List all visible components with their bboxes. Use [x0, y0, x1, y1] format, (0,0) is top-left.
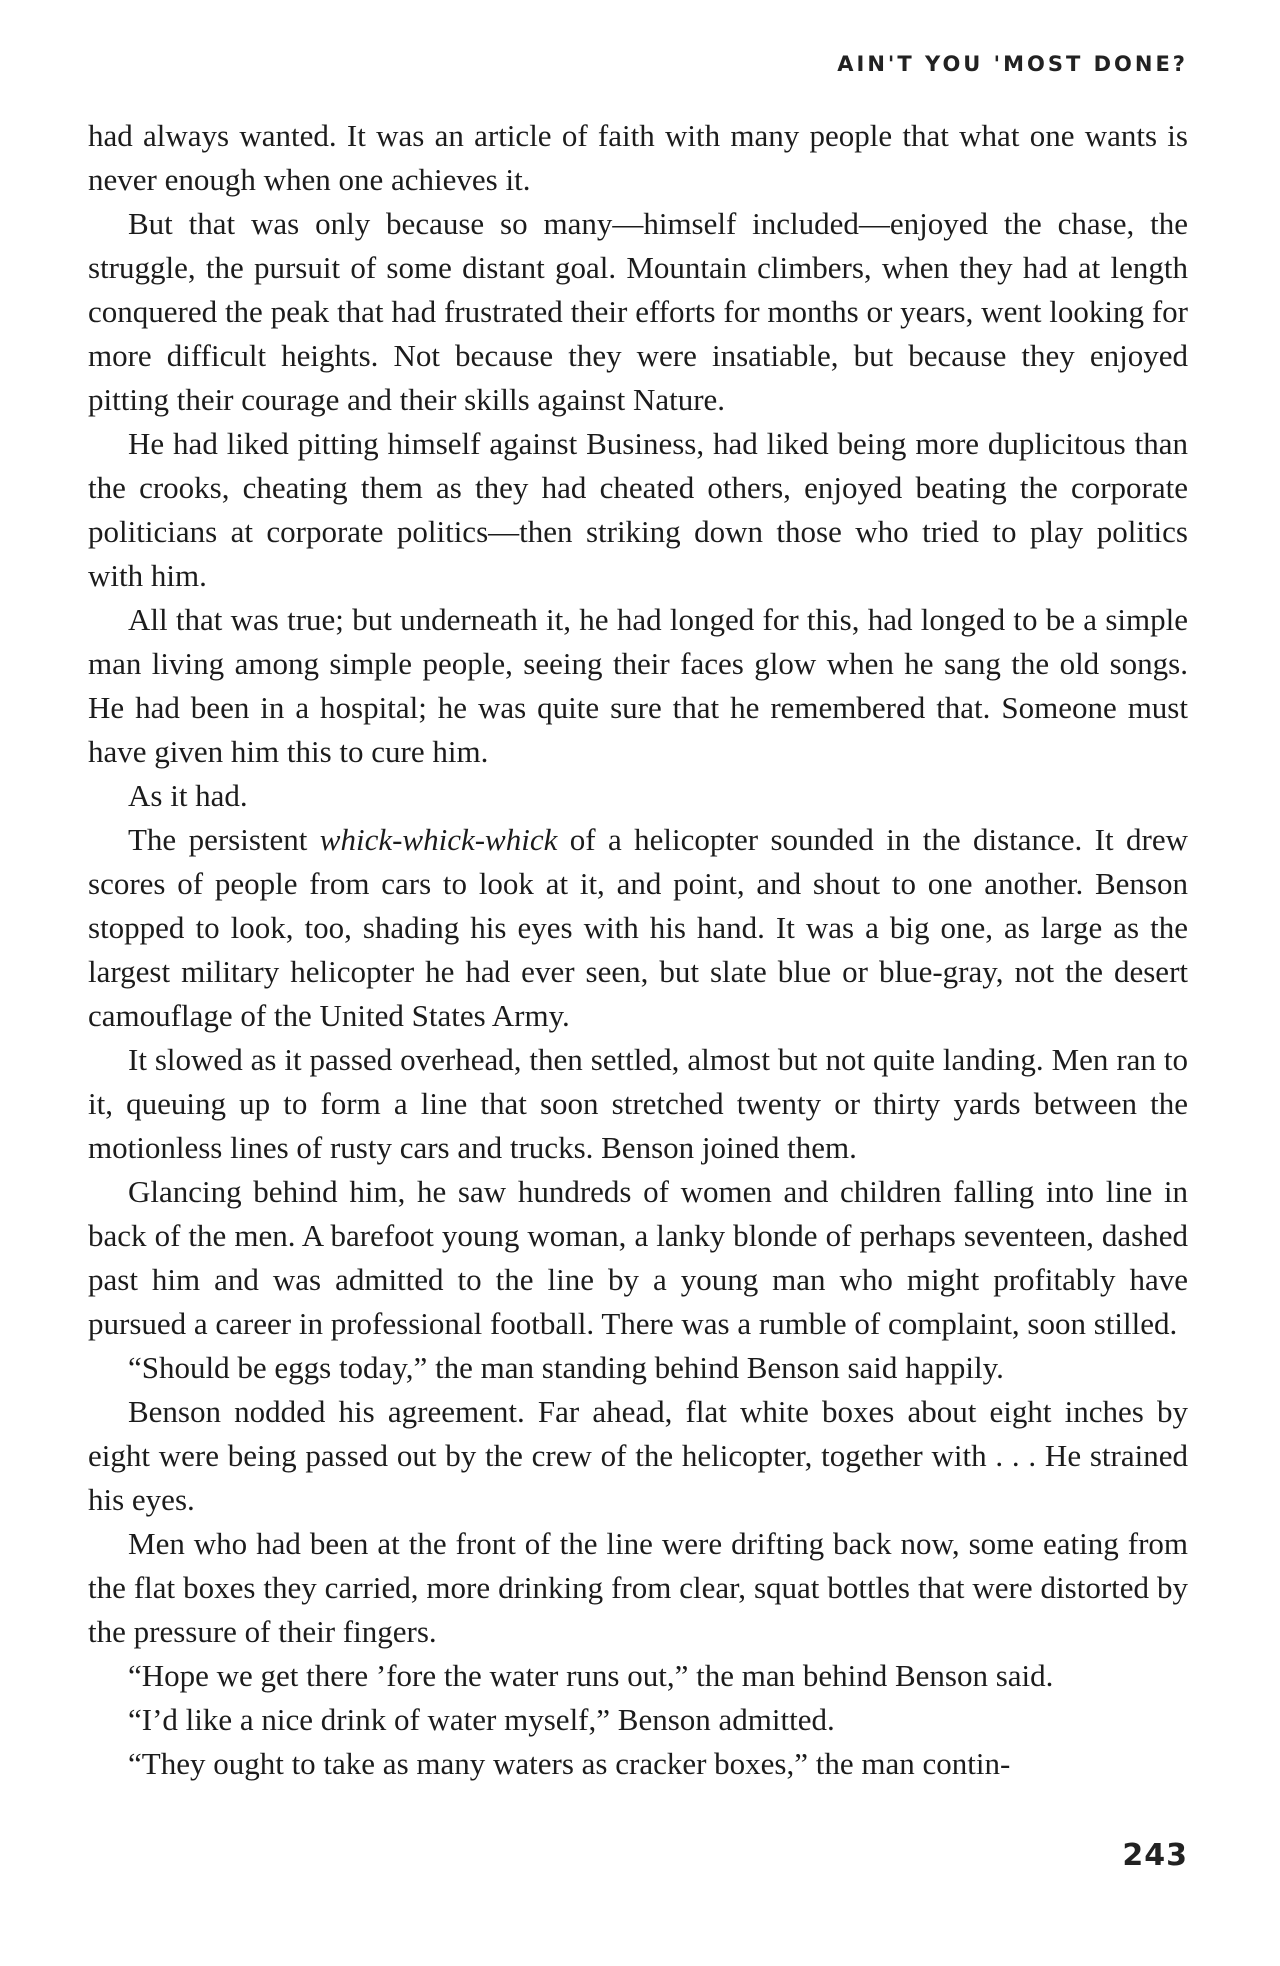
paragraph: Benson nodded his agreement. Far ahead, flat white boxes about eight inches by eight were being passed out by the crew of the helicopter, together with . . . He strained his eyes. — [88, 1394, 1188, 1517]
paragraph: “They ought to take as many waters as cracker boxes,” the man contin- — [128, 1746, 1011, 1781]
paragraph: It slowed as it passed overhead, then settled, almost but not quite landing. Men ran to it, queuing up to form a line that soon stretched twenty or thirty yards between the motionless lines of rusty cars and trucks. Benson joined them. — [88, 1042, 1188, 1165]
paragraph: He had liked pitting himself against Business, had liked being more duplicitous than the crooks, cheating them as they had cheated others, enjoyed beating the corporate politicians at corporate politics—then striking down those who tried to play politics with him. — [88, 426, 1188, 593]
paragraph: Glancing behind him, he saw hundreds of women and children falling into line in back of the men. A barefoot young woman, a lanky blonde of perhaps seventeen, dashed past him and was admitted to the line by a young man who might profitably have pursued a career in professional football. There was a rumble of complaint, soon stilled. — [88, 1174, 1188, 1341]
page-body — [88, 114, 1188, 1786]
paragraph: Men who had been at the front of the line were drifting back now, some eating from the flat boxes they carried, more drinking from clear, squat bottles that were distorted by the pressure of their fingers. — [88, 1526, 1188, 1649]
paragraph — [88, 818, 1188, 1038]
paragraph: As it had. — [128, 778, 248, 813]
italic-onomatopoeia: whick-whick-whick — [319, 822, 558, 857]
paragraph: “Hope we get there ’fore the water runs out,” the man behind Benson said. — [128, 1658, 1054, 1693]
running-header: AIN'T YOU 'MOST DONE? — [837, 52, 1188, 76]
paragraph-text: The persistent — [128, 822, 320, 857]
page-number: 243 — [1122, 1838, 1188, 1873]
paragraph: All that was true; but underneath it, he had longed for this, had longed to be a simple man living among simple people, seeing their faces glow when he sang the old songs. He had been in a hospital; he was quite sure that he remembered that. Someone must have given him this to cure him. — [88, 602, 1188, 769]
paragraph: “I’d like a nice drink of water myself,” Benson admitted. — [128, 1702, 835, 1737]
paragraph: had always wanted. It was an article of faith with many people that what one wants is never enough when one achieves it. — [88, 118, 1188, 197]
paragraph: But that was only because so many—himself included—enjoyed the chase, the struggle, the pursuit of some distant goal. Mountain climbers, when they had at length conquered the peak that had frustrated their efforts for months or years, went looking for more difficult heights. Not because they were insatiable, but because they enjoyed pitting their courage and their skills against Nature. — [88, 206, 1188, 417]
paragraph: “Should be eggs today,” the man standing behind Benson said happily. — [128, 1350, 1004, 1385]
paragraph-text: of a helicopter sounded in the distance. It drew scores of people from cars to look at it, and point, and shout to one another. Benson stopped to look, too, shading his eyes with his hand. It was a big one, as large as the largest military helicopter he had ever seen, but slate blue or blue-gray, not the desert camouflage of the United States Army. — [88, 822, 1188, 1033]
